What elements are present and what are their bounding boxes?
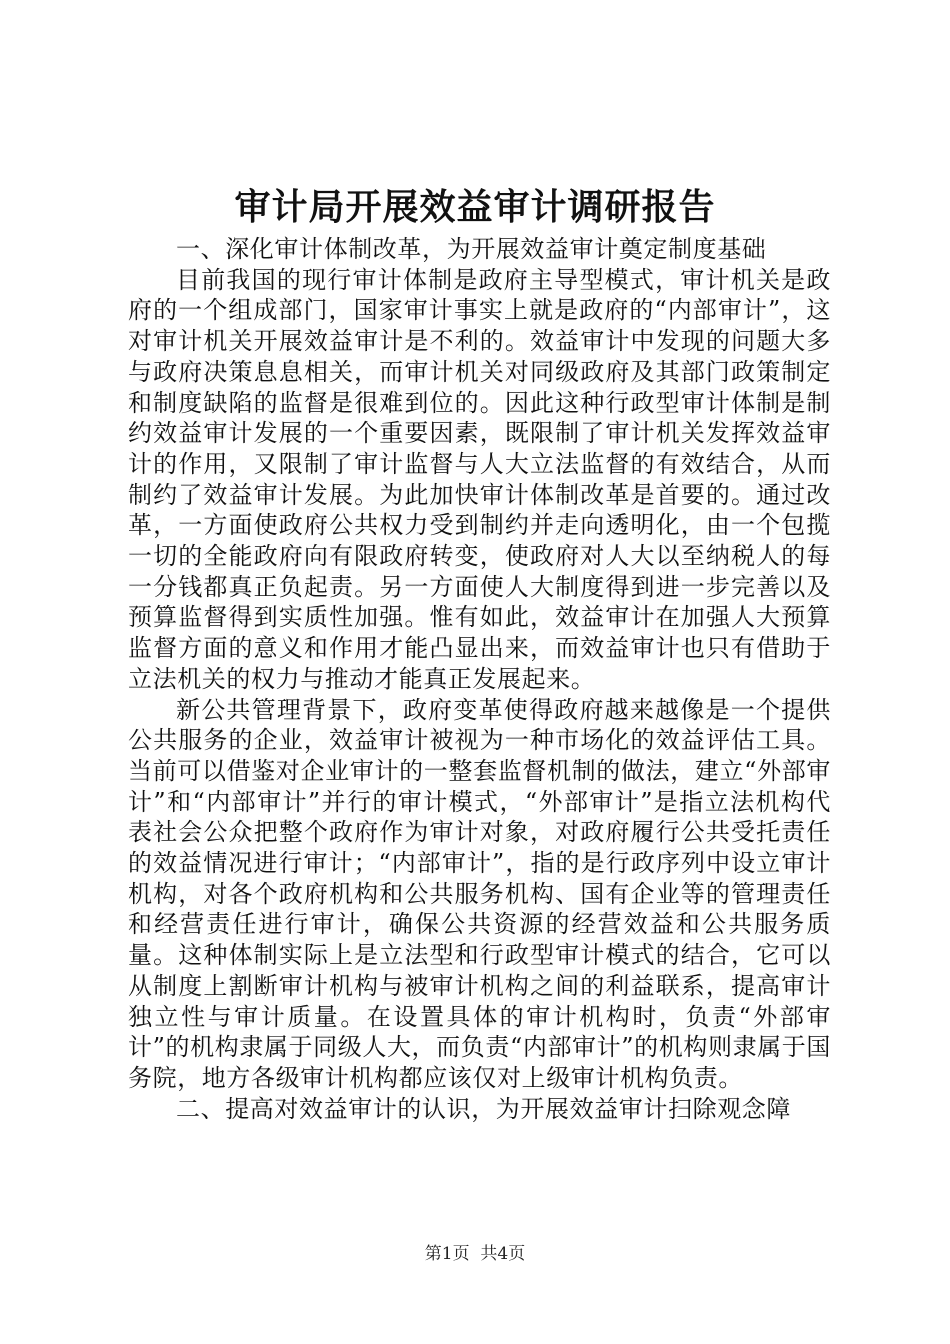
paragraph-1: 目前我国的现行审计体制是政府主导型模式，审计机关是政府的一个组成部门，国家审计事实上就是政府的“内部审计”，这对审计机关开展效益审计是不利的。效益审计中发现的问题大多与政府决策息息相关，而审计机关对同级政府及其部门政策制定和制度缺陷的监督是很难到位的。因此这种行政型审计体制是制约效益审计发展的一个重要因素，既限制了审计机关发挥效益审计的作用，又限制了审计监督与人大立法监督的有效结合，从而制约了效益审计发展。为此加快审计体制改革是首要的。通过改革，一方面使政府公共权力受到制约并走向透明化，由一个包揽一切的全能政府向有限政府转变，使政府对人大以至纳税人的每一分钱都真正负起责。另一方面使人大制度得到进一步完善以及预算监督得到实质性加强。惟有如此，效益审计在加强人大预算监督方面的意义和作用才能凸显出来，而效益审计也只有借助于立法机关的权力与推动才能真正发展起来。 xyxy=(128,265,831,693)
document-title: 审计局开展效益审计调研报告 xyxy=(234,186,716,228)
footer-spacer xyxy=(470,1244,481,1264)
document-body xyxy=(128,234,831,1124)
section-heading-2: 二、提高对效益审计的认识，为开展效益审计扫除观念障 xyxy=(176,1094,791,1123)
paragraph-2: 新公共管理背景下，政府变革使得政府越来越像是一个提供公共服务的企业，效益审计被视为一种市场化的效益评估工具。当前可以借鉴对企业审计的一整套监督机制的做法，建立“外部审计”和“内部审计”并行的审计模式，“外部审计”是指立法机构代表社会公众把整个政府作为审计对象，对政府履行公共受托责任的效益情况进行审计；“内部审计”，指的是行政序列中设立审计机构，对各个政府机构和公共服务机构、国有企业等的管理责任和经营责任进行审计，确保公共资源的经营效益和公共服务质量。这种体制实际上是立法型和行政型审计模式的结合，它可以从制度上割断审计机构与被审计机构之间的利益联系，提高审计独立性与审计质量。在设置具体的审计机构时，负责“外部审计”的机构隶属于同级人大，而负责“内部审计”的机构则隶属于国务院，地方各级审计机构都应该仅对上级审计机构负责。 xyxy=(128,695,831,1092)
section-heading-1: 一、深化审计体制改革，为开展效益审计奠定制度基础 xyxy=(176,235,767,263)
page-footer xyxy=(0,1242,950,1266)
page-total: 共4页 xyxy=(480,1244,526,1264)
page-number: 第1页 xyxy=(424,1244,470,1264)
